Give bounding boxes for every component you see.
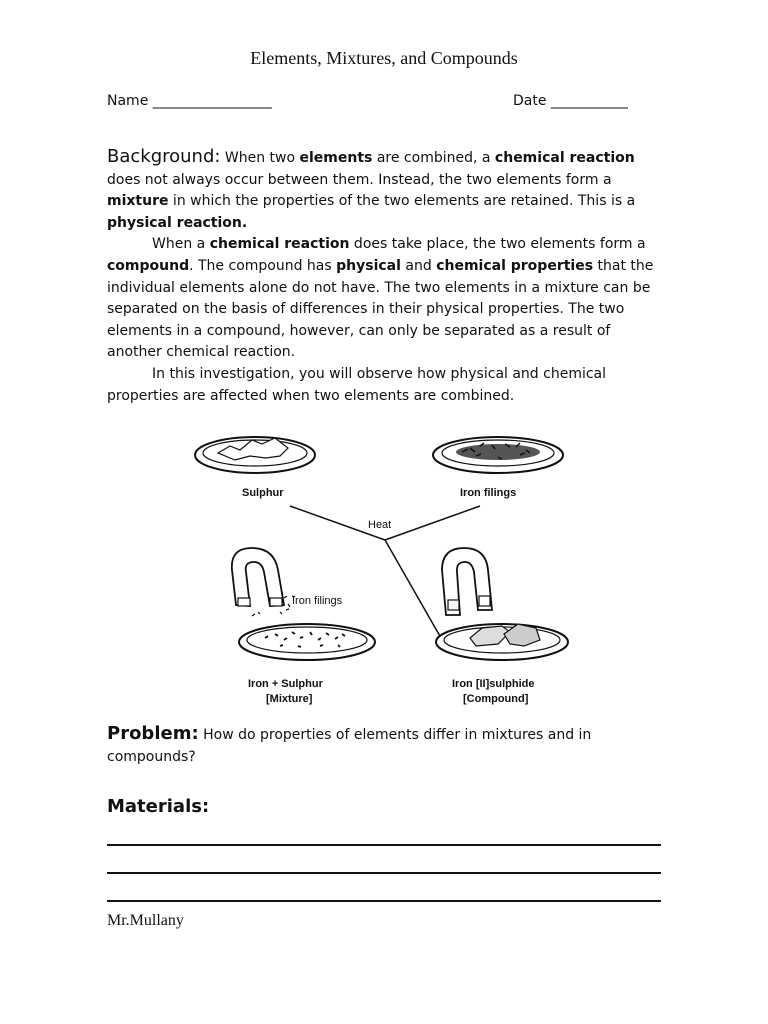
text-run: in which the properties of the two elements are retained. This is a xyxy=(168,193,636,210)
mixture-label-line2: [Mixture] xyxy=(266,693,313,705)
compound-dish xyxy=(436,624,568,660)
materials-colon: : xyxy=(201,796,210,817)
sulphur-label: Sulphur xyxy=(242,487,284,499)
text-run: does not always occur between them. Instead, the two elements form a xyxy=(107,171,612,188)
bold-term: mixture xyxy=(107,193,169,210)
iron-filings-label: Iron filings xyxy=(460,487,517,499)
bold-term: chemical reaction xyxy=(209,236,350,253)
problem-heading: Problem: xyxy=(107,723,199,744)
bold-term: compound xyxy=(107,257,190,274)
text-run: that the individual elements alone do not have. The two elements in a mixture can be separated on the basis of differences in their physical properties. The two elements in a compound, however, can only be separated as a result of another chemical reaction. xyxy=(107,257,654,361)
mixture-dish xyxy=(239,624,375,660)
materials-answer-line-3[interactable] xyxy=(107,900,661,902)
compound-label-line2: [Compound] xyxy=(463,693,529,705)
teacher-name: Mr.Mullany xyxy=(107,912,184,929)
magnet-right xyxy=(442,548,492,615)
bold-term: chemical reaction xyxy=(494,150,635,166)
bold-term: elements xyxy=(299,150,373,166)
date-field[interactable]: Date ___________ xyxy=(513,93,628,109)
problem-section xyxy=(107,723,667,768)
compound-label-line1: Iron [II]sulphide xyxy=(452,678,535,690)
background-paragraph-2 xyxy=(107,234,667,364)
materials-answer-line-2[interactable] xyxy=(107,872,661,874)
iron-filings-dish xyxy=(433,437,563,473)
experiment-diagram xyxy=(180,420,590,715)
text-run: . The compound has xyxy=(189,257,337,274)
sulphur-dish xyxy=(195,437,315,473)
background-paragraph-3: In this investigation, you will observe how physical and chemical properties are affected when two elements are combined. xyxy=(107,365,607,404)
bold-term: physical xyxy=(336,257,401,274)
problem-text: How do properties of elements differ in mixtures and in compounds? xyxy=(107,727,592,765)
name-field[interactable]: Name _________________ xyxy=(107,93,272,109)
text-run: are combined, a xyxy=(372,150,495,166)
materials-section xyxy=(107,796,667,820)
background-heading: Background: xyxy=(107,146,221,167)
text-run: and xyxy=(400,257,437,274)
magnet-iron-filings-label: Iron filings xyxy=(292,595,343,607)
materials-heading: Materials xyxy=(107,796,202,817)
heat-label: Heat xyxy=(368,519,392,531)
magnet-left xyxy=(232,548,295,616)
materials-answer-line-1[interactable] xyxy=(107,844,661,846)
experiment-figure xyxy=(180,420,590,715)
bold-term: chemical properties xyxy=(436,257,594,274)
background-paragraph-1 xyxy=(107,146,667,234)
text-run: When two xyxy=(220,150,300,166)
background-section xyxy=(107,146,667,407)
bold-term: physical reaction. xyxy=(107,214,248,231)
text-run: When a xyxy=(152,236,210,253)
mixture-label-line1: Iron + Sulphur xyxy=(248,678,323,690)
text-run: does take place, the two elements form a xyxy=(349,236,646,253)
worksheet-title: Elements, Mixtures, and Compounds xyxy=(250,48,518,68)
